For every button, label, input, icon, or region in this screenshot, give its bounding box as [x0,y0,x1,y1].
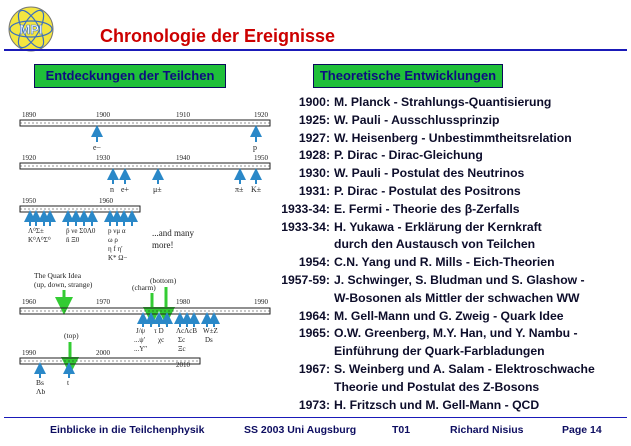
footer-term: SS 2003 Uni Augsburg [244,424,357,436]
event-text: W. Heisenberg - Unbestimmtheitsrelation [334,130,572,145]
particle-label: t [67,378,70,387]
tick-label: 1990 [22,349,36,357]
note-text: more! [152,240,174,250]
event-text: M. Planck - Strahlungs-Quantisierung [334,95,552,109]
particle-label: τ D [154,327,164,335]
particle-label: p [253,143,257,152]
tick-label: 1950 [22,197,36,205]
particle-label: K± [251,185,262,194]
event-item [272,183,627,201]
particle-label: Λb [36,387,46,396]
particle-label: ...Υ′′ [134,345,148,353]
event-item [272,379,627,397]
footer-course: Einblicke in die Teilchenphysik [50,424,205,436]
timeline-mark: MPI [19,22,43,37]
event-text: durch den Austausch von Teilchen [334,237,536,252]
event-item [272,308,627,326]
event-text: P. Dirac - Postulat des Positrons [334,183,521,198]
event-text: Einführung der Quark-Farbladungen [334,344,545,359]
note-text: ...and many [152,228,194,238]
particle-label: ΛcΛcB [176,327,198,335]
quark-idea-label: The Quark Idea [34,271,82,280]
particle-label: η f η′ [108,245,123,253]
event-text: C.N. Yang und R. Mills - Eich-Theorien [334,255,555,270]
event-year: 1933-34: [281,201,330,216]
event-year: 1925: [298,112,330,127]
event-item [272,236,627,254]
particle-label: p̄ νe Σ0Λ0 [66,227,96,235]
tick-label: 1910 [176,111,190,119]
event-year: 1928: [298,148,330,163]
event-year: 1973: [298,397,330,412]
particle-label: π± [235,185,244,194]
tick-label: 1920 [22,154,36,162]
timeline-row-1920 [20,154,270,194]
event-item [272,147,627,165]
tick-label: 1980 [176,298,190,306]
event-year: 1967: [298,361,330,376]
event-item [272,272,627,290]
event-year: 1900: [298,95,330,109]
event-year: 1954: [298,255,330,270]
particle-label: χc [158,336,165,344]
particle-label: Σc [178,336,186,344]
tick-label: 1900 [96,111,110,119]
event-item [272,397,627,415]
event-year: 1964: [298,308,330,323]
particle-label: p νμ α [108,227,126,235]
footer-author: Richard Nisius [450,424,524,436]
tab-particle-discoveries: Entdeckungen der Teilchen [34,64,226,88]
tick-label: 1940 [176,154,190,162]
event-item [272,290,627,308]
particle-label: ω ρ [108,236,118,244]
particle-label: Bs [36,378,44,387]
quark-idea-label: (up, down, strange) [34,280,93,289]
timeline-row-1960 [20,298,270,353]
tick-label: 1970 [96,298,110,306]
event-item [272,254,627,272]
footer-page: Page 14 [562,424,602,436]
page-title: Chronologie der Ereignisse [100,26,336,46]
timeline-row-1950 [20,197,194,262]
event-text: Theorie und Postulat des Z-Bosons [334,379,540,394]
particle-label: ...ψ′ [134,336,146,344]
event-text: H. Fritzsch und M. Gell-Mann - QCD [334,397,540,412]
event-item [272,343,627,361]
tick-label: 1960 [99,197,113,205]
event-text: M. Gell-Mann und G. Zweig - Quark Idee [334,308,564,323]
event-text: H. Yukawa - Erklärung der Kernkraft [334,219,542,234]
event-text: S. Weinberg und A. Salam - Elektroschwache [334,361,595,376]
event-text: E. Fermi - Theorie des β-Zerfalls [334,201,520,216]
charm-label: (charm) [132,283,156,292]
footer-code: T01 [392,424,411,436]
event-text: W-Bosonen als Mittler der schwachen WW [334,290,580,305]
particle-label: Ds [205,336,213,344]
particle-label: J/ψ [136,327,146,335]
timeline-row-1990 [20,349,200,396]
event-text: W. Pauli - Ausschlussprinzip [334,112,500,127]
event-year: 1931: [298,183,330,198]
particle-label: n̄ Ξ0 [66,236,80,244]
tick-label: 1960 [22,298,36,306]
event-item [272,94,627,112]
tick-label: 1950 [254,154,268,162]
particle-label: e+ [121,185,130,194]
particle-label: e− [93,143,102,152]
event-item [272,219,627,237]
particle-label: n [110,185,114,194]
particle-label: W±Z [203,327,218,335]
tick-label: 2010 [176,361,190,369]
bottom-label: (bottom) [150,276,177,285]
footer-divider [4,417,627,418]
tick-label: 2000 [96,349,110,357]
event-year: 1933-34: [281,219,330,234]
tick-label: 1930 [96,154,110,162]
tick-label: 1990 [254,298,268,306]
event-item [272,325,627,343]
event-text: J. Schwinger, S. Bludman und S. Glashow - [334,272,585,287]
timeline-row-1890 [20,111,270,152]
particle-label: Λ⁰Σ± [28,227,44,235]
event-item [272,361,627,379]
particle-label: Ξc [178,345,186,353]
event-year: 1930: [298,166,330,181]
event-item [272,165,627,183]
event-text: W. Pauli - Postulat des Neutrinos [334,166,525,181]
event-text: O.W. Greenberg, M.Y. Han, und Y. Nambu - [334,326,578,341]
event-year: 1957-59: [281,272,330,287]
event-year: 1927: [298,130,330,145]
event-year: 1965: [298,326,330,341]
event-item [272,201,627,219]
event-item [272,130,627,148]
particle-label: K* Ω− [108,254,128,262]
event-list [272,94,627,414]
event-text: P. Dirac - Dirac-Gleichung [334,148,483,163]
particle-label: K⁰Λ⁰Σ⁰ [28,236,51,244]
particle-label: μ± [153,185,162,194]
particle-timeline [0,0,272,410]
tab-theoretical-developments: Theoretische Entwicklungen [313,64,503,88]
event-item [272,112,627,130]
tick-label: 1890 [22,111,36,119]
top-label: (top) [64,331,79,340]
tick-label: 1920 [254,111,268,119]
